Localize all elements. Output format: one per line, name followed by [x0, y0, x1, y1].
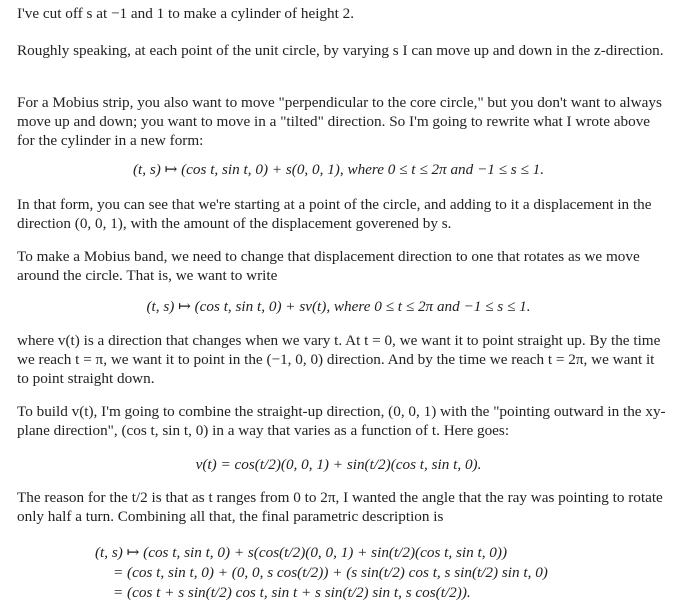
paragraph-build-v: To build v(t), I'm going to combine the straight-up direction, (0, 0, 1) with the "pointing outward in the xy-plane direction", (cos t, sin t, 0) in a way that varies as a function of t. Here goes: [17, 403, 666, 439]
paragraph-mobius-intro: For a Mobius strip, you also want to move "perpendicular to the core circle," but you don't want to always move up and down; you want to move in a "tilted" direction. So I'm going to rewrite what I wrote above for the cylinder in a new form: [17, 94, 662, 149]
paragraph-half-turn: The reason for the t/2 is that as t ranges from 0 to 2π, I wanted the angle that the ray was pointing to rotate only half a turn. Combining all that, the final parametric description is [17, 489, 663, 525]
paragraph-unit-circle: Roughly speaking, at each point of the unit circle, by varying s I can move up and down in the z-direction. [17, 42, 664, 59]
paragraph-direction-v: where v(t) is a direction that changes when we vary t. At t = 0, we want it to point straight up. By the time we reach t = π, we want it to point in the (−1, 0, 0) direction. And by the time we reach t = 2π, we want it to point straight down. [17, 332, 661, 387]
equation-final-line-3: = (cos t + s sin(t/2) cos t, sin t + s sin(t/2) sin t, s cos(t/2)). [113, 584, 471, 601]
paragraph-cylinder-cutoff: I've cut off s at −1 and 1 to make a cylinder of height 2. [17, 5, 355, 22]
equation-cylinder-parametrization: (t, s) ↦ (cos t, sin t, 0) + s(0, 0, 1), where 0 ≤ t ≤ 2π and −1 ≤ s ≤ 1. [132, 161, 545, 178]
paragraph-displacement-form: In that form, you can see that we're starting at a point of the circle, and adding to it a displacement in the direction (0, 0, 1), with the amount of the displacement goverened by s. [17, 196, 652, 232]
equation-v-definition: v(t) = cos(t/2)(0, 0, 1) + sin(t/2)(cos t, sin t, 0). [195, 456, 482, 473]
equation-final-line-1: (t, s) ↦ (cos t, sin t, 0) + s(cos(t/2)(0, 0, 1) + sin(t/2)(cos t, sin t, 0)) [95, 544, 508, 561]
equation-mobius-general: (t, s) ↦ (cos t, sin t, 0) + sv(t), where 0 ≤ t ≤ 2π and −1 ≤ s ≤ 1. [146, 298, 531, 315]
equation-final-line-2: = (cos t, sin t, 0) + (0, 0, s cos(t/2)) + (s sin(t/2) cos t, s sin(t/2) sin t, 0) [113, 564, 548, 581]
paragraph-mobius-band: To make a Mobius band, we need to change that displacement direction to one that rotates as we move around the circle. That is, we want to write [17, 248, 640, 284]
